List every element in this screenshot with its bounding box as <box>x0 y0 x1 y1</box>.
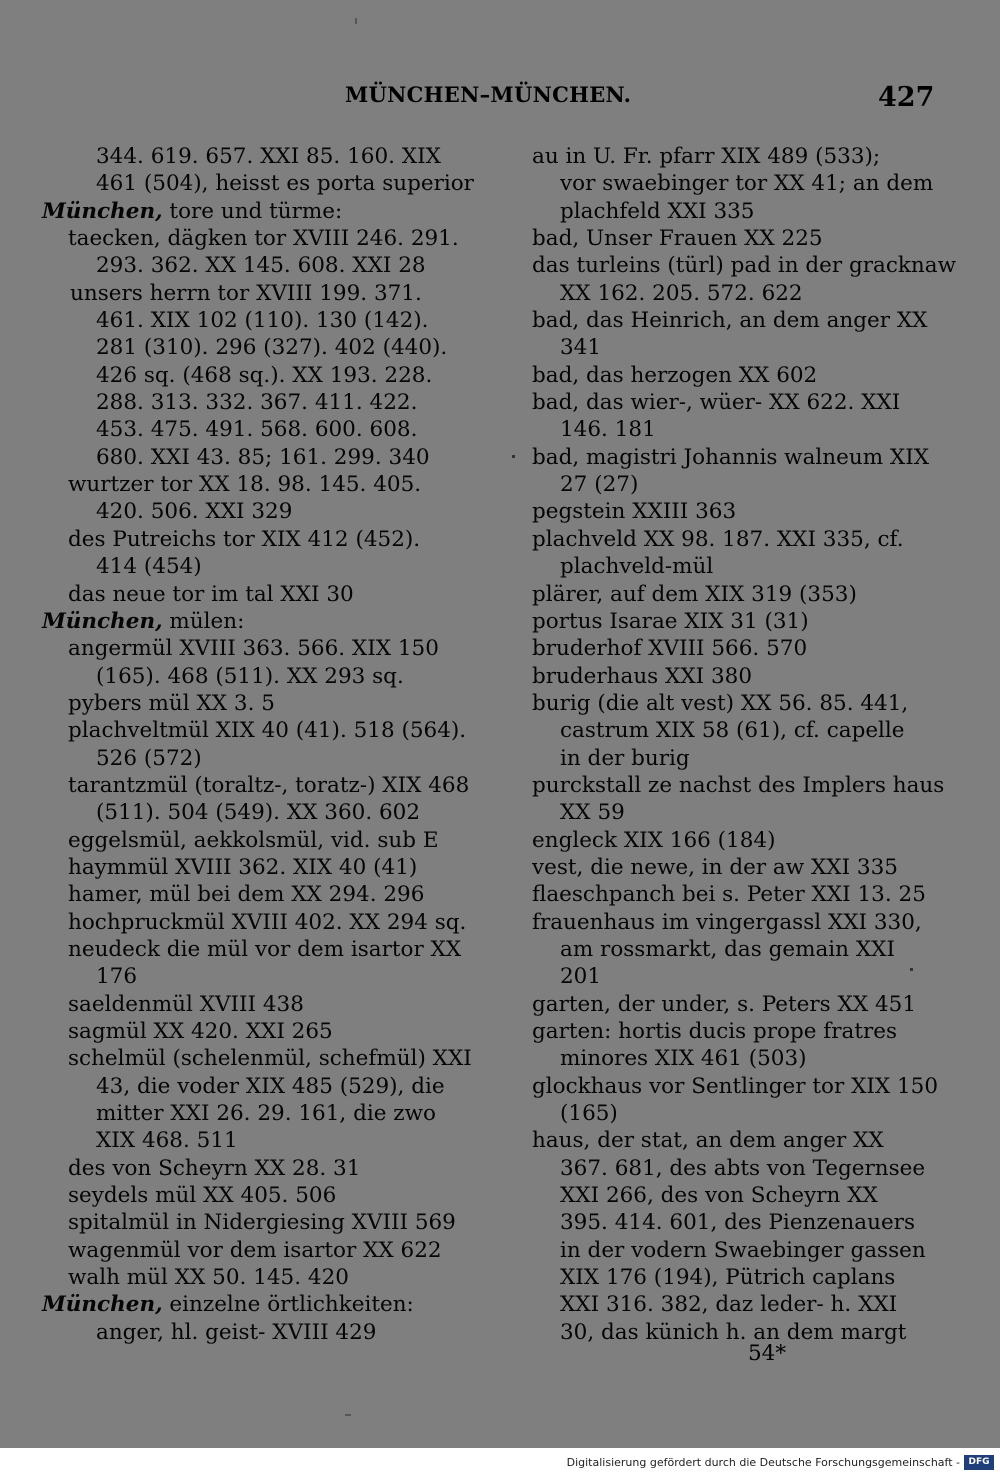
index-line-text: bad, das wier-, wüer- XX 622. XXI <box>532 390 901 416</box>
index-line <box>42 581 472 608</box>
index-line-text: 526 (572) <box>96 745 202 771</box>
index-line <box>42 1045 472 1072</box>
index-line <box>42 252 472 279</box>
index-line <box>532 252 962 279</box>
index-line-text: XIX 176 (194), Pütrich caplans <box>560 1265 896 1291</box>
index-line <box>532 991 962 1018</box>
index-line-text: XX 59 <box>560 800 625 826</box>
index-line-text: XXI 266, des von Scheyrn XX <box>560 1183 878 1209</box>
index-line-text: angermül XVIII 363. 566. XIX 150 <box>68 636 439 662</box>
index-line <box>532 745 962 772</box>
index-line <box>42 963 472 990</box>
index-line <box>42 170 472 197</box>
index-line <box>42 881 472 908</box>
index-line <box>42 608 472 635</box>
index-line <box>42 280 472 307</box>
index-line <box>42 1319 472 1346</box>
index-line-text: castrum XIX 58 (61), cf. capelle <box>560 718 905 744</box>
index-line-text: 293. 362. XX 145. 608. XXI 28 <box>96 253 426 279</box>
index-line-text: in der vodern Swaebinger gassen <box>560 1237 926 1263</box>
index-line <box>42 991 472 1018</box>
scan-mark <box>345 1414 351 1416</box>
index-line <box>42 635 472 662</box>
index-line <box>532 827 962 854</box>
index-line-text: des Putreichs tor XIX 412 (452). <box>68 526 421 552</box>
index-line-text: burig (die alt vest) XX 56. 85. 441, <box>532 690 909 716</box>
right-column <box>532 143 962 1346</box>
index-line <box>532 854 962 881</box>
index-line-text: 453. 475. 491. 568. 600. 608. <box>96 417 418 443</box>
index-line-text: plachveld XX 98. 187. XXI 335, cf. <box>532 526 904 552</box>
index-line <box>42 389 472 416</box>
index-line <box>42 1127 472 1154</box>
index-line-text: das neue tor im tal XXI 30 <box>68 581 354 607</box>
index-line <box>42 1018 472 1045</box>
index-line-text: einzelne örtlichkeiten: <box>162 1292 414 1318</box>
index-line-text: plärer, auf dem XIX 319 (353) <box>532 581 857 607</box>
index-line-text: mitter XXI 26. 29. 161, die zwo <box>96 1101 436 1127</box>
index-line-text: 367. 681, des abts von Tegernsee <box>560 1155 926 1181</box>
index-line <box>42 1155 472 1182</box>
index-line-text: flaeschpanch bei s. Peter XXI 13. 25 <box>532 882 926 908</box>
footer-credit: Digitalisierung gefördert durch die Deutsche Forschungsgemeinschaft - <box>566 1456 960 1469</box>
index-line-text: pegstein XXIII 363 <box>532 499 737 525</box>
index-line-text: anger, hl. geist- XVIII 429 <box>96 1319 377 1345</box>
index-line-text: taecken, dägken tor XVIII 246. 291. <box>68 226 459 252</box>
index-line <box>532 936 962 963</box>
index-line-text: neudeck die mül vor dem isartor XX <box>68 936 462 962</box>
index-line-text: bad, das Heinrich, an dem anger XX <box>532 308 928 334</box>
dfg-logo-icon: DFG <box>964 1455 994 1470</box>
index-line <box>42 909 472 936</box>
index-line-text: das turleins (türl) pad in der gracknaw <box>532 253 956 279</box>
index-line <box>532 881 962 908</box>
index-line-text: hamer, mül bei dem XX 294. 296 <box>68 882 425 908</box>
index-line <box>532 799 962 826</box>
index-line <box>42 1182 472 1209</box>
index-line-text: vest, die newe, in der aw XXI 335 <box>532 854 898 880</box>
index-line <box>532 389 962 416</box>
index-line <box>532 1209 962 1236</box>
index-line-text: seydels mül XX 405. 506 <box>68 1183 337 1209</box>
index-line-text: XIX 468. 511 <box>96 1128 238 1154</box>
index-line-text: walh mül XX 50. 145. 420 <box>68 1265 349 1291</box>
index-line-text: au in U. Fr. pfarr XIX 489 (533); <box>532 144 881 169</box>
index-line-text: portus Isarae XIX 31 (31) <box>532 608 809 634</box>
index-line <box>532 444 962 471</box>
index-line <box>42 143 472 170</box>
lemma-heading: München, <box>42 1292 163 1318</box>
index-line <box>532 416 962 443</box>
index-line <box>42 498 472 525</box>
index-line <box>532 1319 962 1346</box>
index-line <box>532 1264 962 1291</box>
index-line-text: schelmül (schelenmül, schefmül) XXI <box>68 1046 472 1072</box>
index-line-text: bad, Unser Frauen XX 225 <box>532 226 823 252</box>
signature-mark: 54* <box>748 1341 787 1366</box>
index-line <box>532 198 962 225</box>
index-line <box>42 1073 472 1100</box>
index-line-text: hochpruckmül XVIII 402. XX 294 sq. <box>68 909 467 935</box>
index-line <box>532 225 962 252</box>
index-line-text: (165) <box>560 1101 618 1127</box>
index-line <box>532 1100 962 1127</box>
index-line <box>532 307 962 334</box>
index-line <box>532 143 962 170</box>
scan-speck <box>910 968 913 971</box>
scan-mark <box>355 18 357 24</box>
index-line <box>42 772 472 799</box>
index-line <box>42 444 472 471</box>
index-line-text: saeldenmül XVIII 438 <box>68 991 304 1017</box>
index-line <box>532 963 962 990</box>
index-line-text: 146. 181 <box>560 417 656 443</box>
index-line <box>532 498 962 525</box>
running-head: MÜNCHEN–MÜNCHEN. <box>345 82 632 107</box>
index-line-text: 341 <box>560 335 602 361</box>
index-line-text: 680. XXI 43. 85; 161. 299. 340 <box>96 444 430 470</box>
index-line-text: garten: hortis ducis prope fratres <box>532 1019 898 1044</box>
index-line-text: 395. 414. 601, des Pienzenauers <box>560 1210 915 1236</box>
index-line <box>532 526 962 553</box>
index-line-text: engleck XIX 166 (184) <box>532 827 776 853</box>
page-number: 427 <box>878 82 935 113</box>
index-line <box>532 909 962 936</box>
index-line-text: plachfeld XXI 335 <box>560 198 755 224</box>
index-line-text: minores XIX 461 (503) <box>560 1046 807 1072</box>
index-line <box>42 526 472 553</box>
scan-speck <box>512 455 515 458</box>
index-line-text: unsers herrn tor XVIII 199. 371. <box>70 280 422 306</box>
index-line-text: bruderhof XVIII 566. 570 <box>532 636 808 662</box>
index-line <box>532 1237 962 1264</box>
index-line <box>42 663 472 690</box>
index-line <box>532 581 962 608</box>
index-line-text: purckstall ze nachst des Implers haus <box>532 772 945 798</box>
index-line <box>42 471 472 498</box>
index-line <box>532 690 962 717</box>
index-line <box>42 854 472 881</box>
index-line <box>532 280 962 307</box>
index-line-text: haymmül XVIII 362. XIX 40 (41) <box>68 854 418 880</box>
index-line-text: 27 (27) <box>560 472 639 498</box>
index-line <box>42 334 472 361</box>
index-line-text: 201 <box>560 964 602 990</box>
index-line <box>532 663 962 690</box>
index-line-text: 461 (504), heisst es porta superior <box>96 171 474 197</box>
index-line-text: bad, magistri Johannis walneum XIX <box>532 444 930 470</box>
index-line <box>532 1018 962 1045</box>
index-line <box>532 1155 962 1182</box>
index-line-text: (165). 468 (511). XX 293 sq. <box>96 663 404 689</box>
index-line <box>42 717 472 744</box>
index-line <box>532 471 962 498</box>
index-line <box>42 307 472 334</box>
index-line <box>532 1291 962 1318</box>
index-line-text: bruderhaus XXI 380 <box>532 663 753 689</box>
index-line-text: mülen: <box>162 608 245 634</box>
index-line-text: tore und türme: <box>162 198 343 224</box>
index-line <box>532 553 962 580</box>
index-line <box>532 608 962 635</box>
index-line <box>42 362 472 389</box>
index-line <box>532 1182 962 1209</box>
index-line-text: haus, der stat, an dem anger XX <box>532 1128 884 1154</box>
index-line-text: XX 162. 205. 572. 622 <box>560 280 803 306</box>
index-line <box>42 1264 472 1291</box>
index-line <box>532 334 962 361</box>
index-line-text: vor swaebinger tor XX 41; an dem <box>560 171 934 197</box>
index-line <box>532 772 962 799</box>
index-line-text: XXI 316. 382, daz leder- h. XXI <box>560 1292 898 1318</box>
index-line <box>532 170 962 197</box>
index-line <box>532 635 962 662</box>
index-line-text: plachveltmül XIX 40 (41). 518 (564). <box>68 718 467 744</box>
index-line-text: 414 (454) <box>96 554 202 580</box>
index-line <box>42 198 472 225</box>
index-line <box>42 827 472 854</box>
index-line-text: 281 (310). 296 (327). 402 (440). <box>96 335 448 361</box>
index-line <box>42 553 472 580</box>
index-line-text: eggelsmül, aekkolsmül, vid. sub E <box>68 827 439 853</box>
index-line-text: tarantzmül (toraltz-, toratz-) XIX 468 <box>68 772 470 798</box>
index-line-text: 30, das künich h. an dem margt <box>560 1319 907 1345</box>
index-line-text: garten, der under, s. Peters XX 451 <box>532 991 917 1017</box>
index-line-text: 344. 619. 657. XXI 85. 160. XIX <box>96 144 441 169</box>
left-column <box>42 143 472 1346</box>
index-line-text: 43, die voder XIX 485 (529), die <box>96 1073 445 1099</box>
index-line-text: spitalmül in Nidergiesing XVIII 569 <box>68 1210 456 1236</box>
index-line <box>42 1209 472 1236</box>
index-line-text: 288. 313. 332. 367. 411. 422. <box>96 390 418 416</box>
index-line <box>532 362 962 389</box>
index-line-text: glockhaus vor Sentlinger tor XIX 150 <box>532 1073 939 1099</box>
index-line <box>42 690 472 717</box>
index-line-text: plachveld-mül <box>560 554 714 580</box>
index-line <box>532 1045 962 1072</box>
index-line-text: am rossmarkt, das gemain XXI <box>560 936 895 962</box>
index-line-text: pybers mül XX 3. 5 <box>68 690 275 716</box>
index-line-text: wurtzer tor XX 18. 98. 145. 405. <box>68 472 422 498</box>
index-line <box>42 936 472 963</box>
index-line <box>532 1127 962 1154</box>
index-line-text: in der burig <box>560 745 690 771</box>
index-line-text: 426 sq. (468 sq.). XX 193. 228. <box>96 362 433 388</box>
index-line-text: frauenhaus im vingergassl XXI 330, <box>532 909 922 935</box>
index-line-text: wagenmül vor dem isartor XX 622 <box>68 1237 442 1263</box>
index-line-text: 420. 506. XXI 329 <box>96 499 293 525</box>
index-line <box>42 1291 472 1318</box>
index-line <box>532 717 962 744</box>
index-line <box>42 799 472 826</box>
footer-bar <box>0 1448 1000 1478</box>
index-line-text: des von Scheyrn XX 28. 31 <box>68 1155 361 1181</box>
index-line <box>42 1100 472 1127</box>
index-line-text: bad, das herzogen XX 602 <box>532 362 818 388</box>
index-line <box>532 1073 962 1100</box>
index-line-text: (511). 504 (549). XX 360. 602 <box>96 800 421 826</box>
index-line <box>42 225 472 252</box>
index-line-text: sagmül XX 420. XXI 265 <box>68 1019 333 1044</box>
index-line-text: 176 <box>96 964 138 990</box>
lemma-heading: München, <box>42 608 163 634</box>
index-line <box>42 745 472 772</box>
index-line-text: 461. XIX 102 (110). 130 (142). <box>96 308 429 334</box>
lemma-heading: München, <box>42 198 163 224</box>
index-line <box>42 1237 472 1264</box>
index-line <box>42 416 472 443</box>
